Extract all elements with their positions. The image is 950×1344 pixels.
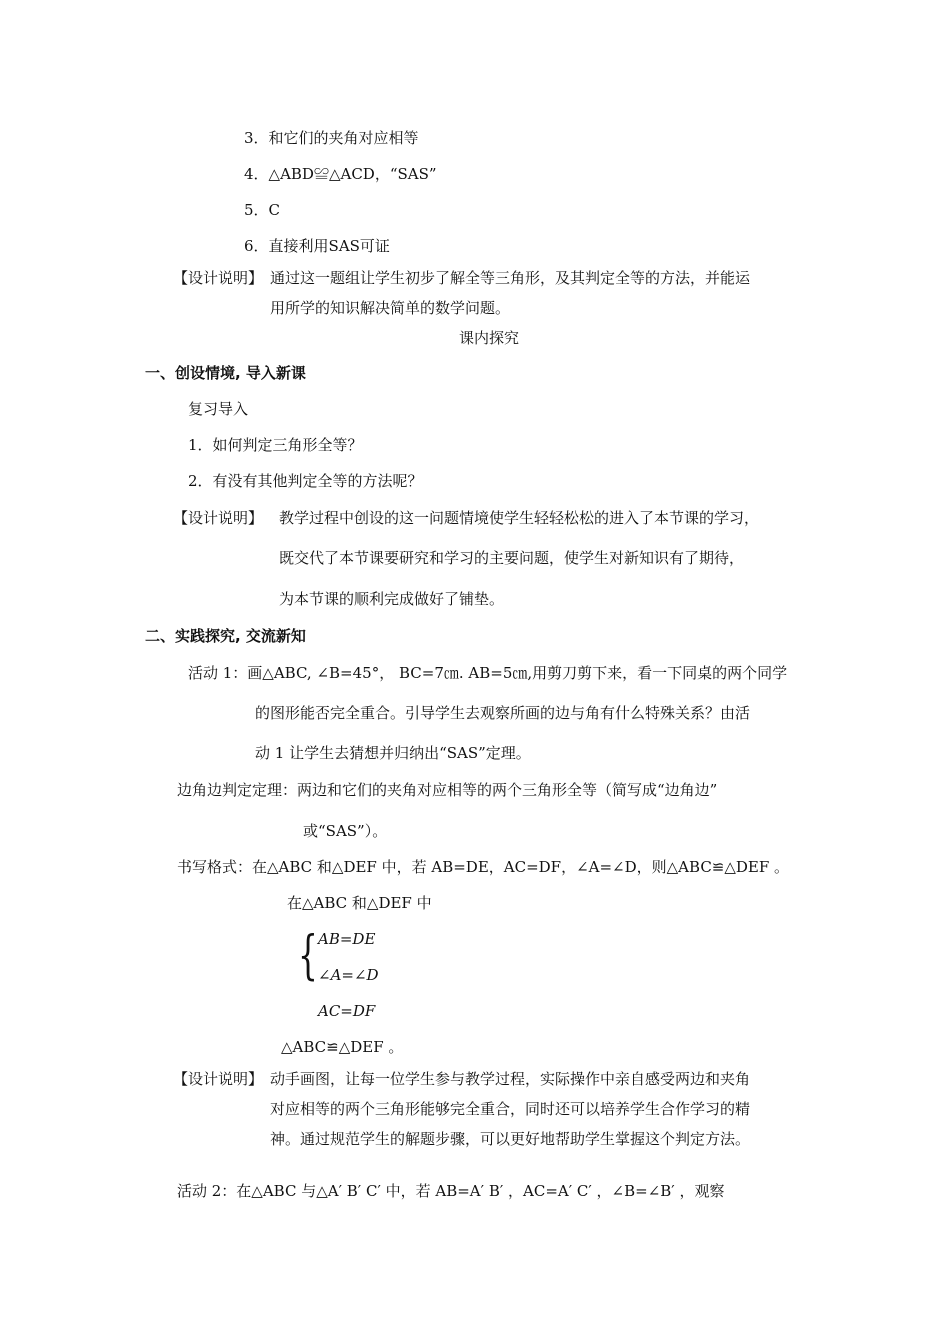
proof-condition: AC=DF xyxy=(318,1002,376,1020)
answer-4: 4．△ABD≌△ACD，“SAS” xyxy=(244,165,437,183)
proof-result: △ABC≌△DEF 。 xyxy=(281,1038,404,1056)
design-note-line: 教学过程中创设的这一问题情境使学生轻轻松松的进入了本节课的学习， xyxy=(279,509,760,527)
theorem-line: 边角边判定定理：两边和它们的夹角对应相等的两个三角形全等（简写成“边角边” xyxy=(177,781,718,799)
part2-heading: 二、实践探究, 交流新知 xyxy=(145,627,306,645)
part1-heading: 一、创设情境, 导入新课 xyxy=(145,364,306,382)
design-note-line: 用所学的知识解决简单的数学问题。 xyxy=(270,299,511,317)
activity1-line: 的图形能否完全重合。引导学生去观察所画的边与角有什么特殊关系？由活 xyxy=(255,704,751,722)
design-note-line: 神。通过规范学生的解题步骤，可以更好地帮助学生掌握这个判定方法。 xyxy=(270,1130,751,1148)
answer-6: 6．直接利用SAS可证 xyxy=(244,237,390,255)
proof-head: 在△ABC 和△DEF 中 xyxy=(287,894,432,912)
section-title: 课内探究 xyxy=(459,329,520,347)
activity1-line: 动 1 让学生去猜想并归纳出“SAS”定理。 xyxy=(255,744,531,762)
answer-3: 3．和它们的夹角对应相等 xyxy=(244,129,419,147)
design-note-line: 为本节课的顺利完成做好了铺垫。 xyxy=(279,590,505,608)
theorem-line: 或“SAS”）。 xyxy=(303,822,388,840)
answer-5: 5．C xyxy=(244,201,281,219)
design-note-label: 【设计说明】 xyxy=(173,269,264,287)
design-note-line: 对应相等的两个三角形能够完全重合，同时还可以培养学生合作学习的精 xyxy=(270,1100,751,1118)
design-note-line: 既交代了本节课要研究和学习的主要问题，使学生对新知识有了期待， xyxy=(279,549,745,567)
proof-brace: { xyxy=(298,926,318,986)
design-note-line: 通过这一题组让学生初步了解全等三角形，及其判定全等的方法，并能运 xyxy=(270,269,751,287)
activity2-line: 活动 2：在△ABC 与△A′ B′ C′ 中，若 AB=A′ B′ ，AC=A′ C′ ，∠B=∠B′ ，观察 xyxy=(177,1182,725,1200)
design-note-label: 【设计说明】 xyxy=(173,509,264,527)
design-note-line: 动手画图，让每一位学生参与教学过程，实际操作中亲自感受两边和夹角 xyxy=(270,1070,751,1088)
design-note-label: 【设计说明】 xyxy=(173,1070,264,1088)
proof-condition: AB=DE xyxy=(318,930,376,948)
question-1: 1．如何判定三角形全等？ xyxy=(188,436,363,454)
question-2: 2．有没有其他判定全等的方法呢？ xyxy=(188,472,423,490)
proof-condition: ∠A=∠D xyxy=(318,966,379,984)
format-line: 书写格式：在△ABC 和△DEF 中，若 AB=DE，AC=DF，∠A=∠D，则△ABC≌△DEF 。 xyxy=(177,858,790,876)
activity1-line: 活动 1：画△ABC, ∠B=45°， BC=7㎝. AB=5㎝,用剪刀剪下来，看一下同桌的两个同学 xyxy=(188,664,788,682)
review-label: 复习导入 xyxy=(188,400,249,418)
